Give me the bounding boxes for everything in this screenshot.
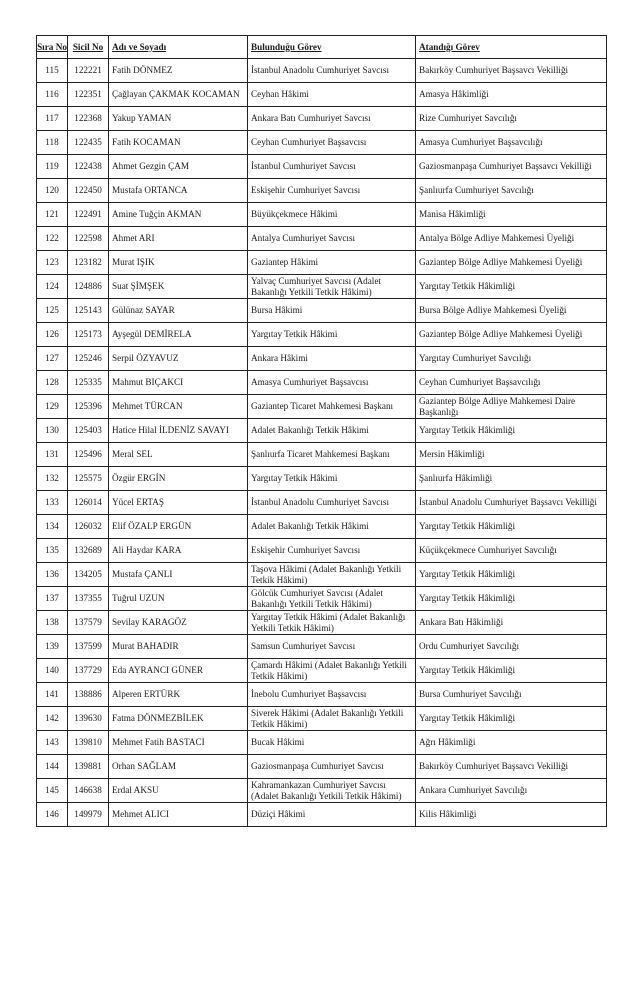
cell-atandigi-gorev: Yargıtay Tetkik Hâkimliği xyxy=(416,515,607,539)
cell-sira-no: 119 xyxy=(37,155,68,179)
cell-ad-soyad: Murat IŞIK xyxy=(109,251,248,275)
cell-bulundugu-gorev: Bucak Hâkimi xyxy=(248,731,416,755)
cell-bulundugu-gorev: Antalya Cumhuriyet Savcısı xyxy=(248,227,416,251)
cell-atandigi-gorev: Bursa Cumhuriyet Savcılığı xyxy=(416,683,607,707)
cell-sicil-no: 124886 xyxy=(68,275,109,299)
cell-ad-soyad: Ahmet ARI xyxy=(109,227,248,251)
cell-ad-soyad: Mehmet TÜRCAN xyxy=(109,395,248,419)
cell-sicil-no: 139881 xyxy=(68,755,109,779)
table-row xyxy=(37,467,607,491)
header-sicil-no: Sicil No xyxy=(68,36,109,59)
cell-sira-no: 133 xyxy=(37,491,68,515)
table-row xyxy=(37,155,607,179)
cell-atandigi-gorev: Amasya Hâkimliği xyxy=(416,83,607,107)
cell-sicil-no: 122368 xyxy=(68,107,109,131)
cell-sicil-no: 137579 xyxy=(68,611,109,635)
table-row xyxy=(37,611,607,635)
cell-atandigi-gorev: Gaziantep Bölge Adliye Mahkemesi Üyeliği xyxy=(416,251,607,275)
table-row xyxy=(37,587,607,611)
cell-sira-no: 122 xyxy=(37,227,68,251)
table-row xyxy=(37,83,607,107)
cell-sira-no: 123 xyxy=(37,251,68,275)
cell-ad-soyad: Fatih DÖNMEZ xyxy=(109,59,248,83)
cell-ad-soyad: Suat ŞİMŞEK xyxy=(109,275,248,299)
cell-ad-soyad: Murat BAHADIR xyxy=(109,635,248,659)
cell-bulundugu-gorev: Ankara Hâkimi xyxy=(248,347,416,371)
cell-sicil-no: 146638 xyxy=(68,779,109,803)
cell-atandigi-gorev: Amasya Cumhuriyet Başsavcılığı xyxy=(416,131,607,155)
table-row xyxy=(37,347,607,371)
cell-sicil-no: 137355 xyxy=(68,587,109,611)
cell-atandigi-gorev: Manisa Hâkimliği xyxy=(416,203,607,227)
cell-atandigi-gorev: Şanlıurfa Cumhuriyet Savcılığı xyxy=(416,179,607,203)
table-row xyxy=(37,779,607,803)
cell-sicil-no: 149979 xyxy=(68,803,109,827)
cell-bulundugu-gorev: Eskişehir Cumhuriyet Savcısı xyxy=(248,539,416,563)
cell-bulundugu-gorev: Büyükçekmece Hâkimi xyxy=(248,203,416,227)
cell-sira-no: 121 xyxy=(37,203,68,227)
table-row xyxy=(37,539,607,563)
cell-ad-soyad: Serpil ÖZYAVUZ xyxy=(109,347,248,371)
cell-ad-soyad: Tuğrul UZUN xyxy=(109,587,248,611)
cell-sira-no: 142 xyxy=(37,707,68,731)
cell-ad-soyad: Eda AYRANCI GÜNER xyxy=(109,659,248,683)
table-row xyxy=(37,131,607,155)
table-row xyxy=(37,419,607,443)
cell-atandigi-gorev: Yargıtay Tetkik Hâkimliği xyxy=(416,587,607,611)
cell-sira-no: 115 xyxy=(37,59,68,83)
cell-sicil-no: 122598 xyxy=(68,227,109,251)
cell-atandigi-gorev: Ankara Batı Hâkimliği xyxy=(416,611,607,635)
cell-bulundugu-gorev: Yargıtay Tetkik Hâkimi xyxy=(248,467,416,491)
cell-bulundugu-gorev: Bursa Hâkimi xyxy=(248,299,416,323)
cell-atandigi-gorev: Gaziantep Bölge Adliye Mahkemesi Üyeliği xyxy=(416,323,607,347)
cell-sicil-no: 126014 xyxy=(68,491,109,515)
cell-ad-soyad: Ayşegül DEMİRELA xyxy=(109,323,248,347)
cell-atandigi-gorev: Yargıtay Tetkik Hâkimliği xyxy=(416,275,607,299)
cell-ad-soyad: Gülünaz SAYAR xyxy=(109,299,248,323)
cell-sira-no: 138 xyxy=(37,611,68,635)
cell-atandigi-gorev: Yargıtay Cumhuriyet Savcılığı xyxy=(416,347,607,371)
cell-sira-no: 129 xyxy=(37,395,68,419)
cell-bulundugu-gorev: Ankara Batı Cumhuriyet Savcısı xyxy=(248,107,416,131)
cell-sira-no: 124 xyxy=(37,275,68,299)
cell-sira-no: 118 xyxy=(37,131,68,155)
cell-bulundugu-gorev: Çamardı Hâkimi (Adalet Bakanlığı Yetkili Tetkik Hâkimi) xyxy=(248,659,416,683)
cell-sicil-no: 122438 xyxy=(68,155,109,179)
cell-bulundugu-gorev: Eskişehir Cumhuriyet Savcısı xyxy=(248,179,416,203)
table-body xyxy=(37,59,607,827)
cell-sicil-no: 122491 xyxy=(68,203,109,227)
cell-ad-soyad: Yakup YAMAN xyxy=(109,107,248,131)
cell-sicil-no: 132689 xyxy=(68,539,109,563)
cell-bulundugu-gorev: Adalet Bakanlığı Tetkik Hâkimi xyxy=(248,515,416,539)
appointment-table xyxy=(36,35,607,827)
cell-ad-soyad: Elif ÖZALP ERGÜN xyxy=(109,515,248,539)
table-row xyxy=(37,395,607,419)
cell-atandigi-gorev: Bursa Bölge Adliye Mahkemesi Üyeliği xyxy=(416,299,607,323)
cell-atandigi-gorev: Gaziantep Bölge Adliye Mahkemesi Daire Başkanlığı xyxy=(416,395,607,419)
table-row xyxy=(37,371,607,395)
cell-sicil-no: 138886 xyxy=(68,683,109,707)
cell-bulundugu-gorev: Yalvaç Cumhuriyet Savcısı (Adalet Bakanlığı Yetkili Tetkik Hâkimi) xyxy=(248,275,416,299)
cell-atandigi-gorev: Ankara Cumhuriyet Savcılığı xyxy=(416,779,607,803)
cell-bulundugu-gorev: Şanlıurfa Ticaret Mahkemesi Başkanı xyxy=(248,443,416,467)
cell-ad-soyad: Amine Tuğçin AKMAN xyxy=(109,203,248,227)
cell-ad-soyad: Orhan SAĞLAM xyxy=(109,755,248,779)
cell-sicil-no: 122435 xyxy=(68,131,109,155)
cell-sicil-no: 125335 xyxy=(68,371,109,395)
cell-bulundugu-gorev: Yargıtay Tetkik Hâkimi (Adalet Bakanlığı Yetkili Tetkik Hâkimi) xyxy=(248,611,416,635)
cell-sira-no: 132 xyxy=(37,467,68,491)
cell-ad-soyad: Ali Haydar KARA xyxy=(109,539,248,563)
table-row xyxy=(37,491,607,515)
cell-ad-soyad: Meral SEL xyxy=(109,443,248,467)
cell-bulundugu-gorev: Gaziosmanpaşa Cumhuriyet Savcısı xyxy=(248,755,416,779)
cell-bulundugu-gorev: Samsun Cumhuriyet Savcısı xyxy=(248,635,416,659)
cell-bulundugu-gorev: Yargıtay Tetkik Hâkimi xyxy=(248,323,416,347)
cell-ad-soyad: Fatma DÖNMEZBİLEK xyxy=(109,707,248,731)
table-row xyxy=(37,683,607,707)
cell-atandigi-gorev: Mersin Hâkimliği xyxy=(416,443,607,467)
cell-sira-no: 117 xyxy=(37,107,68,131)
cell-ad-soyad: Hatice Hilal İLDENİZ SAVAYI xyxy=(109,419,248,443)
cell-ad-soyad: Mustafa ÇANLI xyxy=(109,563,248,587)
cell-sira-no: 126 xyxy=(37,323,68,347)
table-row xyxy=(37,323,607,347)
cell-sira-no: 120 xyxy=(37,179,68,203)
cell-atandigi-gorev: Yargıtay Tetkik Hâkimliği xyxy=(416,707,607,731)
cell-bulundugu-gorev: Amasya Cumhuriyet Başsavcısı xyxy=(248,371,416,395)
cell-sicil-no: 134205 xyxy=(68,563,109,587)
cell-atandigi-gorev: Ceyhan Cumhuriyet Başsavcılığı xyxy=(416,371,607,395)
cell-sira-no: 135 xyxy=(37,539,68,563)
table-row xyxy=(37,563,607,587)
cell-sicil-no: 125403 xyxy=(68,419,109,443)
cell-ad-soyad: Sevilay KARAGÖZ xyxy=(109,611,248,635)
table-header-row xyxy=(37,36,607,59)
cell-ad-soyad: Erdal AKSU xyxy=(109,779,248,803)
cell-sira-no: 145 xyxy=(37,779,68,803)
cell-ad-soyad: Yücel ERTAŞ xyxy=(109,491,248,515)
cell-bulundugu-gorev: Ceyhan Hâkimi xyxy=(248,83,416,107)
cell-ad-soyad: Mahmut BIÇAKCI xyxy=(109,371,248,395)
cell-sira-no: 128 xyxy=(37,371,68,395)
table-row xyxy=(37,299,607,323)
table-row xyxy=(37,227,607,251)
cell-sira-no: 116 xyxy=(37,83,68,107)
cell-ad-soyad: Mustafa ORTANCA xyxy=(109,179,248,203)
cell-atandigi-gorev: Gaziosmanpaşa Cumhuriyet Başsavcı Vekilliği xyxy=(416,155,607,179)
header-ad-soyad: Adı ve Soyadı xyxy=(109,36,248,59)
cell-atandigi-gorev: Antalya Bölge Adliye Mahkemesi Üyeliği xyxy=(416,227,607,251)
cell-sira-no: 140 xyxy=(37,659,68,683)
table-row xyxy=(37,755,607,779)
cell-ad-soyad: Çağlayan ÇAKMAK KOCAMAN xyxy=(109,83,248,107)
cell-sicil-no: 125173 xyxy=(68,323,109,347)
cell-sira-no: 131 xyxy=(37,443,68,467)
table-row xyxy=(37,443,607,467)
cell-sira-no: 125 xyxy=(37,299,68,323)
cell-atandigi-gorev: Kilis Hâkimliği xyxy=(416,803,607,827)
cell-sira-no: 127 xyxy=(37,347,68,371)
cell-bulundugu-gorev: Taşova Hâkimi (Adalet Bakanlığı Yetkili Tetkik Hâkimi) xyxy=(248,563,416,587)
cell-sicil-no: 137599 xyxy=(68,635,109,659)
cell-atandigi-gorev: Bakırköy Cumhuriyet Başsavcı Vekilliği xyxy=(416,59,607,83)
cell-sicil-no: 137729 xyxy=(68,659,109,683)
cell-sicil-no: 123182 xyxy=(68,251,109,275)
cell-sicil-no: 139630 xyxy=(68,707,109,731)
table-row xyxy=(37,707,607,731)
cell-sicil-no: 122450 xyxy=(68,179,109,203)
table-row xyxy=(37,59,607,83)
cell-sira-no: 139 xyxy=(37,635,68,659)
table-row xyxy=(37,275,607,299)
cell-sira-no: 134 xyxy=(37,515,68,539)
cell-bulundugu-gorev: Ceyhan Cumhuriyet Başsavcısı xyxy=(248,131,416,155)
cell-sicil-no: 125496 xyxy=(68,443,109,467)
cell-sira-no: 137 xyxy=(37,587,68,611)
cell-atandigi-gorev: İstanbul Anadolu Cumhuriyet Başsavcı Vekilliği xyxy=(416,491,607,515)
cell-bulundugu-gorev: Kahramankazan Cumhuriyet Savcısı (Adalet Bakanlığı Yetkili Tetkik Hâkimi) xyxy=(248,779,416,803)
cell-atandigi-gorev: Ağrı Hâkimliği xyxy=(416,731,607,755)
cell-sira-no: 146 xyxy=(37,803,68,827)
cell-sicil-no: 122221 xyxy=(68,59,109,83)
cell-sicil-no: 125143 xyxy=(68,299,109,323)
cell-bulundugu-gorev: Gölcük Cumhuriyet Savcısı (Adalet Bakanlığı Yetkili Tetkik Hâkimi) xyxy=(248,587,416,611)
table-row xyxy=(37,659,607,683)
cell-sicil-no: 125246 xyxy=(68,347,109,371)
cell-atandigi-gorev: Bakırköy Cumhuriyet Başsavcı Vekilliği xyxy=(416,755,607,779)
cell-atandigi-gorev: Ordu Cumhuriyet Savcılığı xyxy=(416,635,607,659)
cell-sira-no: 136 xyxy=(37,563,68,587)
table-row xyxy=(37,731,607,755)
cell-bulundugu-gorev: Adalet Bakanlığı Tetkik Hâkimi xyxy=(248,419,416,443)
cell-sira-no: 141 xyxy=(37,683,68,707)
table-row xyxy=(37,803,607,827)
cell-ad-soyad: Özgür ERGİN xyxy=(109,467,248,491)
cell-atandigi-gorev: Rize Cumhuriyet Savcılığı xyxy=(416,107,607,131)
document-page xyxy=(36,35,606,827)
cell-ad-soyad: Mehmet Fatih BASTACI xyxy=(109,731,248,755)
cell-bulundugu-gorev: İstanbul Cumhuriyet Savcısı xyxy=(248,155,416,179)
table-row xyxy=(37,203,607,227)
cell-sicil-no: 126032 xyxy=(68,515,109,539)
cell-ad-soyad: Alperen ERTÜRK xyxy=(109,683,248,707)
cell-bulundugu-gorev: Düziçi Hâkimi xyxy=(248,803,416,827)
cell-sicil-no: 122351 xyxy=(68,83,109,107)
cell-sicil-no: 125396 xyxy=(68,395,109,419)
cell-bulundugu-gorev: İnebolu Cumhuriyet Başsavcısı xyxy=(248,683,416,707)
cell-sicil-no: 125575 xyxy=(68,467,109,491)
cell-bulundugu-gorev: Siverek Hâkimi (Adalet Bakanlığı Yetkili Tetkik Hâkimi) xyxy=(248,707,416,731)
cell-bulundugu-gorev: İstanbul Anadolu Cumhuriyet Savcısı xyxy=(248,491,416,515)
header-bulundugu-gorev: Bulunduğu Görev xyxy=(248,36,416,59)
cell-bulundugu-gorev: Gaziantep Hâkimi xyxy=(248,251,416,275)
cell-ad-soyad: Mehmet ALICI xyxy=(109,803,248,827)
table-row xyxy=(37,179,607,203)
cell-sicil-no: 139810 xyxy=(68,731,109,755)
cell-atandigi-gorev: Şanlıurfa Hâkimliği xyxy=(416,467,607,491)
cell-ad-soyad: Fatih KOCAMAN xyxy=(109,131,248,155)
cell-atandigi-gorev: Yargıtay Tetkik Hâkimliği xyxy=(416,563,607,587)
cell-atandigi-gorev: Küçükçekmece Cumhuriyet Savcılığı xyxy=(416,539,607,563)
cell-sira-no: 144 xyxy=(37,755,68,779)
cell-atandigi-gorev: Yargıtay Tetkik Hâkimliği xyxy=(416,419,607,443)
cell-atandigi-gorev: Yargıtay Tetkik Hâkimliği xyxy=(416,659,607,683)
cell-bulundugu-gorev: Gaziantep Ticaret Mahkemesi Başkanı xyxy=(248,395,416,419)
cell-ad-soyad: Ahmet Gezgin ÇAM xyxy=(109,155,248,179)
cell-sira-no: 130 xyxy=(37,419,68,443)
cell-bulundugu-gorev: İstanbul Anadolu Cumhuriyet Savcısı xyxy=(248,59,416,83)
cell-sira-no: 143 xyxy=(37,731,68,755)
table-row xyxy=(37,515,607,539)
table-row xyxy=(37,251,607,275)
header-atandigi-gorev: Atandığı Görev xyxy=(416,36,607,59)
table-row xyxy=(37,107,607,131)
table-row xyxy=(37,635,607,659)
header-sira-no: Sıra No xyxy=(37,36,68,59)
